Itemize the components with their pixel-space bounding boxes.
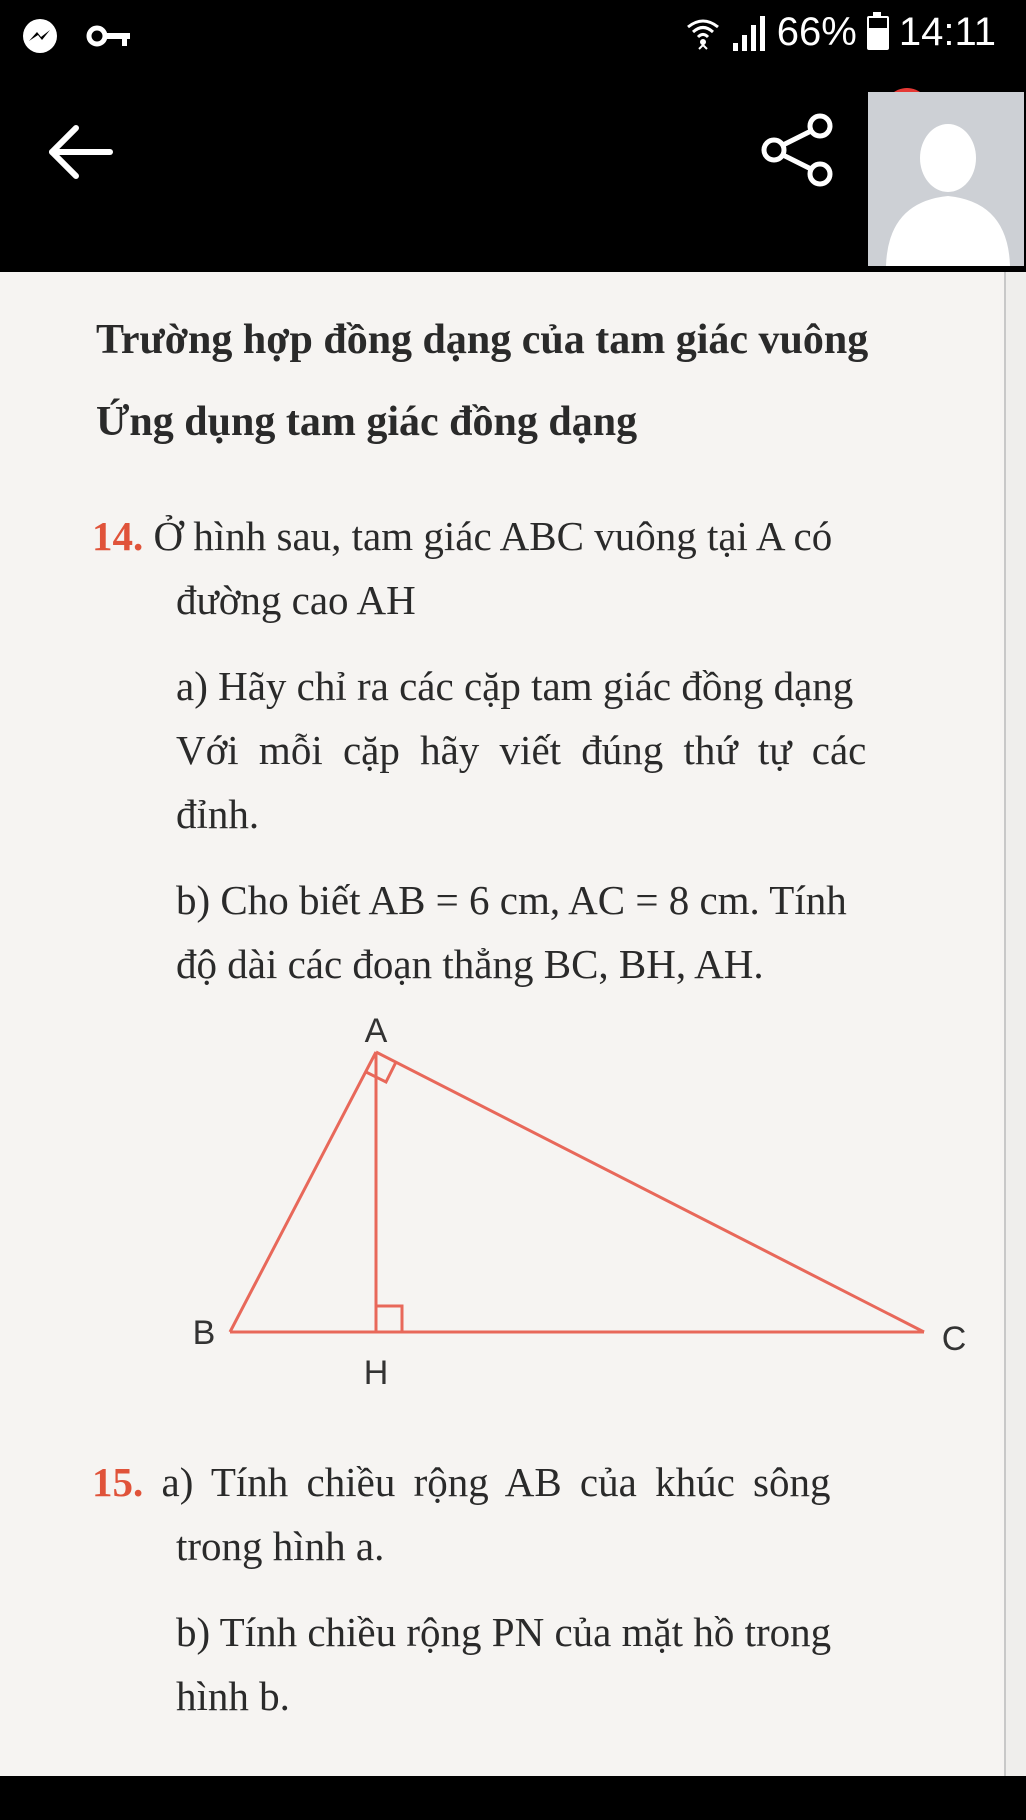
- segment-ab: [230, 1052, 376, 1332]
- clock: 14:11: [898, 10, 996, 54]
- exercise-14-line-1: [92, 512, 832, 560]
- status-left: [20, 16, 134, 56]
- battery-icon: [867, 16, 889, 50]
- exercise-14-text: Ở hình sau, tam giác ABC vuông tại A có: [153, 513, 833, 559]
- exercise-15a-line-2: trong hình a.: [176, 1523, 385, 1569]
- exercise-15-number: 15.: [92, 1459, 144, 1505]
- exercise-14a-line-1: a) Hãy chỉ ra các cặp tam giác đồng dạng: [176, 663, 854, 709]
- vertex-label-a: A: [364, 1012, 388, 1050]
- exercise-15-line-1: [92, 1458, 830, 1506]
- wifi-icon: [685, 13, 721, 53]
- exercise-14b-line-1: b) Cho biết AB = 6 cm, AC = 8 cm. Tính: [176, 877, 847, 923]
- segment-ac: [376, 1052, 924, 1332]
- bottom-bar: [0, 1776, 1024, 1820]
- section-heading-1: Trường hợp đồng dạng của tam giác vuông: [96, 317, 869, 363]
- vertex-label-h: H: [363, 1354, 389, 1392]
- book-page: [0, 272, 1004, 1776]
- share-icon[interactable]: [756, 110, 840, 194]
- right-angle-h-mark: [376, 1306, 402, 1332]
- section-heading-2: Ứng dụng tam giác đồng dạng: [96, 399, 638, 445]
- exercise-14b-line-2: độ dài các đoạn thẳng BC, BH, AH.: [176, 941, 764, 987]
- vertex-label-b: B: [192, 1314, 216, 1352]
- exercise-15b-line-2: hình b.: [176, 1673, 290, 1719]
- triangle-figure: [180, 1008, 980, 1392]
- exercise-14a-line-2: Với mỗi cặp hãy viết đúng thứ tự các: [176, 727, 867, 773]
- exercise-15b-line-1: b) Tính chiều rộng PN của mặt hồ trong: [176, 1609, 832, 1655]
- battery-level: [869, 28, 887, 48]
- battery-percent: 66%: [776, 10, 857, 54]
- exercise-14a-line-3: đỉnh.: [176, 791, 260, 837]
- key-icon: [86, 21, 134, 51]
- status-right: [685, 10, 996, 55]
- vertex-label-c: C: [941, 1320, 967, 1358]
- avatar[interactable]: [868, 92, 1024, 266]
- signal-icon: [731, 13, 767, 53]
- exercise-14-line-2: đường cao AH: [176, 577, 416, 623]
- status-bar: [0, 0, 1024, 72]
- exercise-15a-text: a) Tính chiều rộng AB của khúc sông: [161, 1459, 831, 1505]
- messenger-icon: [20, 16, 60, 56]
- exercise-14-number: 14.: [92, 513, 144, 559]
- back-arrow-icon[interactable]: [40, 112, 120, 192]
- avatar-icon: [868, 92, 1024, 266]
- page-edge: [1004, 272, 1026, 1776]
